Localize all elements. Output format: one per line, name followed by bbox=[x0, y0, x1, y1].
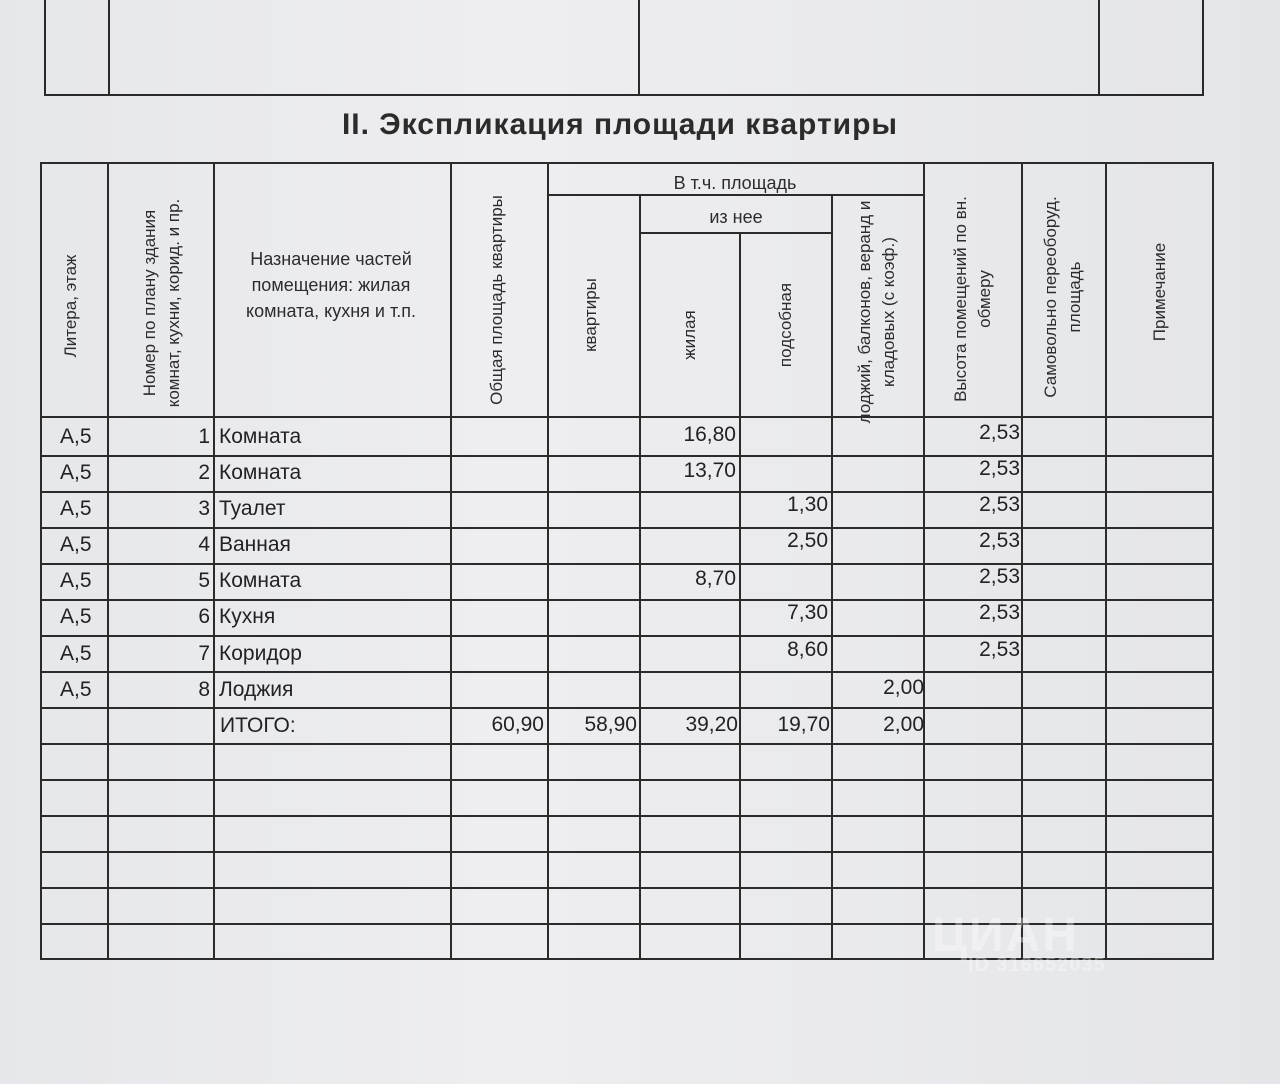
cell-litera: А,5 bbox=[60, 497, 92, 520]
header-of-it: из нее bbox=[709, 207, 763, 227]
header-loggia-area: лоджий, балконов, веранд и кладовых (с коэф.) bbox=[855, 200, 898, 424]
cell-aux bbox=[734, 561, 828, 593]
totals-flat-area: 58,90 bbox=[584, 713, 637, 736]
header-height: Высота помещений по вн. обмеру bbox=[951, 196, 994, 402]
cell-number: 5 bbox=[198, 569, 210, 592]
cell-living bbox=[642, 599, 736, 631]
header-including-area: В т.ч. площадь bbox=[673, 173, 797, 193]
cell-loggia bbox=[826, 525, 920, 557]
totals-total-area: 60,90 bbox=[491, 713, 544, 736]
cell-litera: А,5 bbox=[60, 461, 92, 484]
cell-aux: 2,50 bbox=[787, 529, 828, 552]
cell-height: 2,53 bbox=[979, 457, 1020, 480]
cell-aux bbox=[734, 670, 828, 702]
cian-watermark bbox=[932, 890, 1162, 990]
cell-living: 13,70 bbox=[683, 459, 736, 482]
cell-name: Лоджия bbox=[219, 678, 294, 701]
header-self-reconstructed: Самовольно переоборуд. площадь bbox=[1041, 196, 1084, 398]
table-line bbox=[40, 599, 1214, 601]
cell-litera: А,5 bbox=[60, 678, 92, 701]
table-line bbox=[40, 635, 1214, 637]
cell-name: Кухня bbox=[219, 605, 276, 628]
totals-living-area: 39,20 bbox=[685, 713, 738, 736]
header-living-area: жилая bbox=[680, 310, 699, 360]
cell-living bbox=[642, 672, 736, 704]
cell-height: 2,53 bbox=[979, 638, 1020, 661]
table-line bbox=[639, 194, 641, 959]
cell-loggia bbox=[826, 489, 920, 521]
cell-number: 1 bbox=[198, 425, 210, 448]
table-line bbox=[40, 851, 1214, 853]
totals-label: ИТОГО: bbox=[220, 714, 296, 737]
cell-name: Коридор bbox=[219, 642, 302, 665]
table-line bbox=[40, 779, 1214, 781]
cell-aux: 7,30 bbox=[787, 601, 828, 624]
cell-loggia bbox=[826, 597, 920, 629]
cell-number: 3 bbox=[198, 497, 210, 520]
cell-litera: А,5 bbox=[60, 425, 92, 448]
cell-aux: 8,60 bbox=[787, 638, 828, 661]
cell-number: 4 bbox=[198, 533, 210, 556]
table-line bbox=[1212, 162, 1214, 959]
table-line bbox=[40, 887, 1214, 889]
section-title: II. Экспликация площади квартиры bbox=[341, 108, 899, 141]
cell-aux bbox=[734, 419, 828, 451]
cell-loggia bbox=[826, 634, 920, 666]
header-total-area: Общая площадь квартиры bbox=[487, 195, 506, 405]
cell-living: 16,80 bbox=[683, 423, 736, 446]
header-aux-area: подсобная bbox=[776, 282, 795, 368]
cell-height: 2,53 bbox=[979, 421, 1020, 444]
cell-litera: А,5 bbox=[60, 642, 92, 665]
cell-loggia bbox=[826, 419, 920, 451]
cell-name: Туалет bbox=[219, 497, 286, 520]
table-line bbox=[40, 815, 1214, 817]
header-litera: Литера, этаж bbox=[61, 254, 80, 358]
watermark-id: ID 316652035 bbox=[968, 954, 1106, 976]
cell-height: 2,53 bbox=[979, 565, 1020, 588]
cell-living bbox=[642, 491, 736, 523]
totals-aux-area: 19,70 bbox=[777, 713, 830, 736]
table-line bbox=[213, 162, 215, 959]
cell-living: 8,70 bbox=[695, 567, 736, 590]
table-line bbox=[547, 162, 549, 959]
cell-name: Комната bbox=[219, 461, 302, 484]
table-line bbox=[40, 162, 1214, 164]
header-flat-area: квартиры bbox=[581, 278, 600, 352]
table-line bbox=[1105, 162, 1107, 959]
table-line bbox=[40, 455, 1214, 457]
cell-loggia bbox=[826, 455, 920, 487]
header-note: Примечание bbox=[1150, 242, 1169, 342]
cell-aux: 1,30 bbox=[787, 493, 828, 516]
cell-aux bbox=[734, 455, 828, 487]
header-purpose: Назначение частей помещения: жилая комната, кухня и т.п. bbox=[246, 249, 416, 321]
cell-name: Ванная bbox=[219, 533, 291, 556]
cell-number: 6 bbox=[198, 605, 210, 628]
cell-litera: А,5 bbox=[60, 605, 92, 628]
cell-litera: А,5 bbox=[60, 569, 92, 592]
cell-number: 8 bbox=[198, 678, 210, 701]
cell-name: Комната bbox=[219, 425, 302, 448]
totals-loggia-area: 2,00 bbox=[883, 713, 924, 736]
table-line bbox=[40, 527, 1214, 529]
cell-living bbox=[642, 636, 736, 668]
table-line bbox=[40, 563, 1214, 565]
table-line bbox=[40, 416, 1214, 418]
cell-height bbox=[924, 670, 1020, 702]
table-line bbox=[40, 743, 1214, 745]
cell-height: 2,53 bbox=[979, 601, 1020, 624]
cell-loggia: 2,00 bbox=[883, 676, 924, 699]
table-line bbox=[107, 162, 109, 959]
cell-height: 2,53 bbox=[979, 529, 1020, 552]
table-line bbox=[450, 162, 452, 959]
cell-name: Комната bbox=[219, 569, 302, 592]
cell-number: 7 bbox=[198, 642, 210, 665]
cell-loggia bbox=[826, 561, 920, 593]
table-line bbox=[40, 671, 1214, 673]
table-line bbox=[1021, 162, 1023, 959]
table-line bbox=[40, 491, 1214, 493]
cell-litera: А,5 bbox=[60, 533, 92, 556]
watermark-logo: ЦИАН bbox=[932, 909, 1079, 962]
header-room-number: Номер по плану здания комнат, кухни, корид. и пр. bbox=[140, 198, 183, 408]
table-line bbox=[639, 232, 831, 234]
cell-living bbox=[642, 527, 736, 559]
cell-number: 2 bbox=[198, 461, 210, 484]
table-line bbox=[739, 232, 741, 959]
cell-height: 2,53 bbox=[979, 493, 1020, 516]
